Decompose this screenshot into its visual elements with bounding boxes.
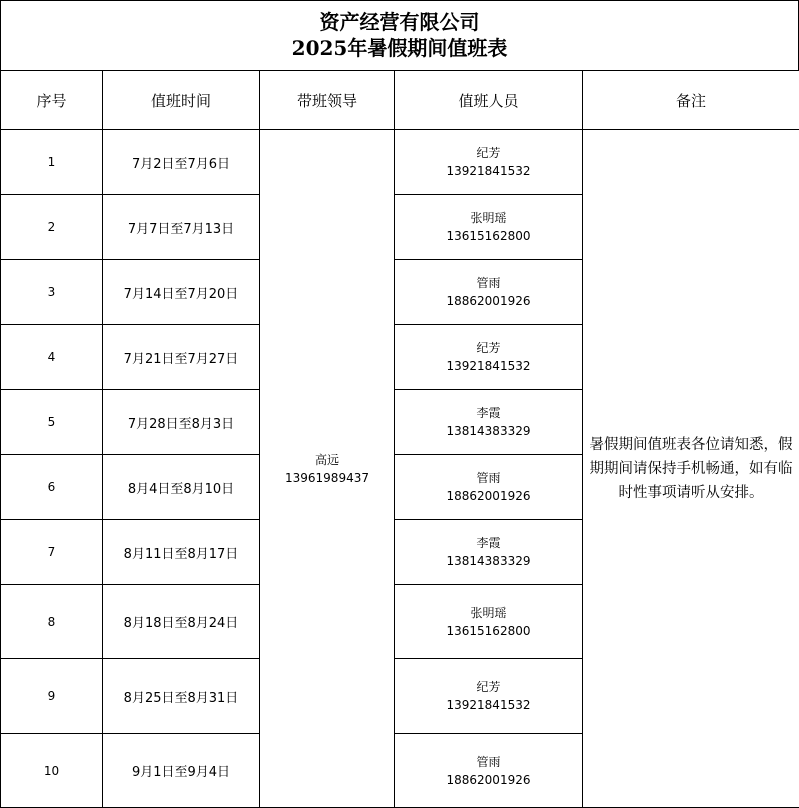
staff-name: 李霞 [395, 534, 582, 552]
remark-cell: 暑假期间值班表各位请知悉，假期期间请保持手机畅通，如有临时性事项请听从安排。 [583, 130, 799, 808]
seq-cell: 3 [1, 260, 103, 325]
company-title: 资产经营有限公司 [1, 1, 798, 35]
leader-phone: 13961989437 [260, 469, 394, 487]
staff-cell [395, 520, 583, 585]
leader-cell [260, 130, 395, 808]
period-cell: 7月2日至7月6日 [103, 130, 260, 195]
column-header-staff: 值班人员 [395, 71, 583, 130]
staff-phone: 13615162800 [395, 227, 582, 245]
staff-cell [395, 325, 583, 390]
period-cell: 7月7日至7月13日 [103, 195, 260, 260]
staff-name: 管雨 [395, 753, 582, 771]
staff-phone: 13615162800 [395, 622, 582, 640]
staff-cell [395, 260, 583, 325]
column-header-seq: 序号 [1, 71, 103, 130]
period-cell: 8月18日至8月24日 [103, 585, 260, 659]
schedule-title: 2025年暑假期间值班表 [1, 35, 798, 61]
period-cell: 7月21日至7月27日 [103, 325, 260, 390]
seq-cell: 9 [1, 659, 103, 734]
table-row [1, 130, 799, 195]
staff-name: 张明瑶 [395, 209, 582, 227]
seq-cell: 1 [1, 130, 103, 195]
period-cell: 7月28日至8月3日 [103, 390, 260, 455]
staff-name: 纪芳 [395, 339, 582, 357]
staff-phone: 13921841532 [395, 696, 582, 714]
column-header-period: 值班时间 [103, 71, 260, 130]
seq-cell: 4 [1, 325, 103, 390]
staff-cell [395, 130, 583, 195]
staff-name: 纪芳 [395, 144, 582, 162]
staff-phone: 13921841532 [395, 162, 582, 180]
staff-cell [395, 455, 583, 520]
staff-phone: 13814383329 [395, 422, 582, 440]
period-cell: 7月14日至7月20日 [103, 260, 260, 325]
seq-cell: 7 [1, 520, 103, 585]
staff-name: 管雨 [395, 469, 582, 487]
staff-phone: 13921841532 [395, 357, 582, 375]
period-cell: 9月1日至9月4日 [103, 734, 260, 808]
duty-roster-table [0, 70, 799, 808]
header-row [1, 71, 799, 130]
period-cell: 8月11日至8月17日 [103, 520, 260, 585]
period-cell: 8月4日至8月10日 [103, 455, 260, 520]
staff-phone: 18862001926 [395, 487, 582, 505]
seq-cell: 8 [1, 585, 103, 659]
document-title-area [0, 0, 799, 70]
staff-phone: 13814383329 [395, 552, 582, 570]
staff-name: 张明瑶 [395, 604, 582, 622]
staff-phone: 18862001926 [395, 771, 582, 789]
staff-cell [395, 734, 583, 808]
seq-cell: 5 [1, 390, 103, 455]
column-header-leader: 带班领导 [260, 71, 395, 130]
staff-name: 李霞 [395, 404, 582, 422]
staff-phone: 18862001926 [395, 292, 582, 310]
staff-cell [395, 585, 583, 659]
staff-name: 管雨 [395, 274, 582, 292]
staff-name: 纪芳 [395, 678, 582, 696]
staff-cell [395, 390, 583, 455]
staff-cell [395, 195, 583, 260]
seq-cell: 10 [1, 734, 103, 808]
seq-cell: 2 [1, 195, 103, 260]
seq-cell: 6 [1, 455, 103, 520]
column-header-remark: 备注 [583, 71, 799, 130]
leader-name: 高远 [260, 451, 394, 469]
staff-cell [395, 659, 583, 734]
period-cell: 8月25日至8月31日 [103, 659, 260, 734]
